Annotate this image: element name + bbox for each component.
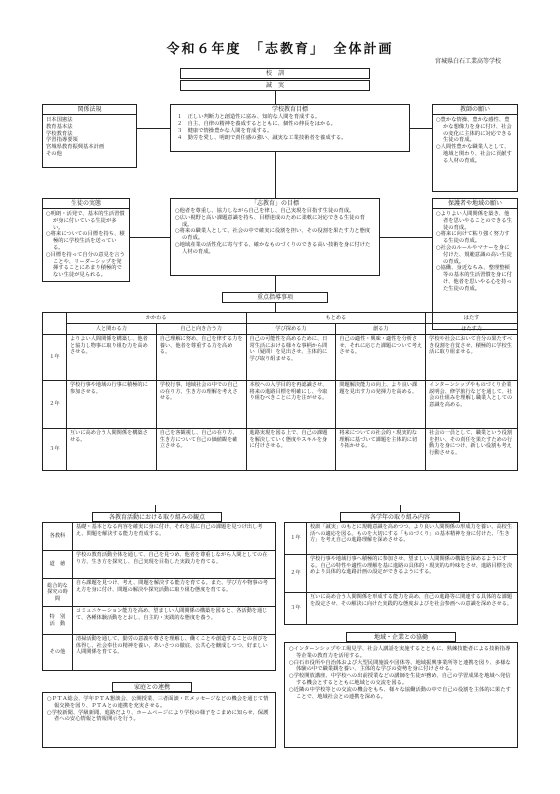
school-goal-item: ２ 自主、自律の精神を養成するとともに、個性の伸長をはかる。 <box>177 120 336 127</box>
table-row <box>43 551 276 579</box>
activity-text: 自ら課題を見つけ、考え、問題を解決する能力を育てる。また、学び方や物事の考え方を身に付け、問題の解決や探究活動に取り組む態度を育てる。 <box>72 579 275 607</box>
law-item: 教育基本法 <box>46 123 73 130</box>
priority-cell: 進路実現を図る上で、自己の課題を解決していく態度やスキルを身に付けさせる。 <box>246 429 336 471</box>
law-item: 学習指導要領 <box>46 137 78 144</box>
family-item: ○学校新聞、学級新聞、進路だより、ホームページにより学校の様子をこまめに知らせ、保護者への安心情報と情報開示を行う。 <box>47 709 269 723</box>
community-item: ○インターンシップや工場見学、社会人講話を実施するとともに、熟練技能者による技術指導等企業の教育力を活用する。 <box>289 646 511 659</box>
priority-cell: 社会の一員として、職業という役割を担い、その責任を果たすための行動力を身につけ、新しい役割も考え行動させる。 <box>426 429 518 471</box>
teacher-wish-title: 教師の願い <box>433 105 517 115</box>
grade-content-title: 各学年の取り組み内容 <box>340 512 460 522</box>
parent-wish-item: ○社会のルールやマナーを身に付けた、規範意識の高い生徒の育成。 <box>436 244 512 265</box>
kokorozashi-goals-title: 「志教育」の目標 <box>250 200 299 207</box>
activity-label: 総合的な探究の時間 <box>43 579 73 607</box>
school-goal-item: １ 正しい判断力と創造性に富み、知的な人間を育成する。 <box>177 114 321 120</box>
family-box <box>42 692 276 748</box>
priority-cell: 問題解決能力の向上、より良い課題を見出す力の発揮力を高める。 <box>336 381 426 429</box>
priority-cell: 学校や社会において自分の果たすべき役割を自覚させ、積極的に学校生活に取り組ませる。 <box>426 335 518 381</box>
priority-cell: インターンシップやものづくり企業説明会、修学旅行などを通して、社会の仕組みを理解し職業人としての意識を高める。 <box>426 381 518 429</box>
kokorozashi-goal-item: ○地域産業の活性化に寄与する、確かなものづくりのできる高い技術を身に付けた人材の育成。 <box>175 241 371 255</box>
priority-cell: 学校行事、地域社会の中での自己の在り方、生き方の理解を考えさせる。 <box>156 381 246 429</box>
student-state-item: ○目標を持って自分の意見を言うことや、リーダーシップを発揮することにあまり積極的でない生徒が見られる。 <box>46 251 125 279</box>
table-row <box>43 381 518 429</box>
grade-label: ３年 <box>43 429 67 471</box>
table-row <box>43 429 518 471</box>
priority-cell: 本校への入学目的を再認識させ、将来の進路目標を明確にし、今取り組むべきことに力を注がせる。 <box>246 381 336 429</box>
activity-label: 特 別 活 動 <box>43 607 73 635</box>
priority-title: 重点指導事項 <box>222 292 328 303</box>
table-row <box>285 555 518 593</box>
kokorozashi-goal-item: ○将来の職業人として、社会の中で確実に役割を担い、その役割を果たす力と態度の育成。 <box>175 228 371 242</box>
motto-label: 校 訓 <box>180 68 370 79</box>
grade-label: ３年 <box>285 593 307 625</box>
priority-column: 人と関わる力 <box>66 324 156 335</box>
grade-content-table <box>284 522 518 625</box>
priority-column: はたす力 <box>426 324 518 335</box>
table-row <box>43 579 276 607</box>
activity-text: コミュニケーション能力を高め、望ましい人間関係の構築を図ると、各活動を通じて、各種体験活動をとおし、自主的・実践的な態度を養う。 <box>72 607 275 635</box>
activities-table <box>42 522 276 671</box>
grade-label: １年 <box>43 335 67 381</box>
priority-cell: 自己理解に努め、自己を律する力を養い、他者を尊重する力を高める。 <box>156 335 246 381</box>
kokorozashi-goal-item: ○他者を尊重し、協力しながら自己を律し、自己実現を目指す生徒の育成。 <box>175 208 355 214</box>
family-item: ○ＰＴＡ総会、学年ＰＴＡ懇談会、公開授業、三者面談・Ｅメッセージなどの機会を通じて情報交換を図り、ＰＴＡとの連携を充実させる。 <box>47 696 269 709</box>
grade-label: ２年 <box>285 555 307 593</box>
school-goals-title: 学校教育目標 <box>271 106 308 113</box>
teacher-wish-item: ○人間性豊かな職業人として、地域と関わり、社会に貢献する人材の育成。 <box>436 144 512 164</box>
priority-group: もとめる <box>246 313 426 324</box>
parent-wish-item: ○よりよい人間関係を築き、他者を思いやることのできる生徒の育成。 <box>436 211 512 231</box>
grade-label: １年 <box>285 523 307 555</box>
priority-cell: 将来についての社会的・現実的な理解に基づいて課題を主体的に切り拓かせる。 <box>336 429 426 471</box>
priority-cell: 自己の適性・興味・適性を分析させ、それに応じた課題について考えさせる。 <box>336 335 426 381</box>
student-state-box <box>42 198 130 282</box>
laws-box <box>42 104 137 168</box>
motto-value: 誠 実 <box>180 80 370 91</box>
activity-label: 各教科 <box>43 523 73 551</box>
parent-wish-item: ○将来に向けて粘り強く努力する生徒の育成。 <box>436 231 510 245</box>
teacher-wish-item: ○豊かな情操、豊かな感性、豊かな想像力を身に付け、社会の変化に主体的に対応できる生徒の育成。 <box>436 117 512 144</box>
community-title: 地域・企業との協働 <box>346 632 456 642</box>
grade-content-text: 学校行事や地域行事へ積極的に参加させ、望ましい人間関係の構築を深めるようにする。自己の特性や適性の理解を基に進路の具体的・現実的な吟味をさせ、進路目標を決めより具体的な進路計画の設定ができるようにする。 <box>306 555 517 593</box>
grade-content-text: 互いに高め合う人間関係を形成する能力を高め、自己の進路等に関連する具体的な課題を設定させ、その解決に向けた実践的な態度およびを社会参画への意識を深めさせる。 <box>306 593 517 625</box>
grade-content-text: 校訓「誠実」のもとに規範意識を高めつつ、より良い人間関係の形成力を養い、高校生活への適応を図る。ものを大切にする「ものづくり」の基本精神を身に付けた、「生き方」を考え自己の進路理解を深めさせる。 <box>306 523 517 555</box>
priority-cell: 自己の可能性を高めるために、日常生活における様々な事柄から問い（疑問）を見出させ、主体的に学び取り組ませる。 <box>246 335 336 381</box>
student-state-item: ○将来についての目標を持ち、積極的に学校生活を送っている。 <box>46 231 125 251</box>
priority-group: かかわる <box>66 313 246 324</box>
law-item: その他 <box>46 150 62 157</box>
activity-text: 学校の教育活動全体を通して、自己を見つめ、他者を尊重しながら人間としての在り方、生き方を探究し、自己実現を目指した実践力を育てる。 <box>72 551 275 579</box>
activity-label: その他 <box>43 635 73 671</box>
kokorozashi-goals-box <box>170 198 380 276</box>
table-row <box>43 523 276 551</box>
activities-title: 各教育活動における取り組みの観点 <box>92 512 222 522</box>
community-item: ○近隣の中学校等との交流の機会をもち、様々な協働活動の中で自己の役割を主体的に果たすことで、地域社会との連携を深める。 <box>289 686 511 700</box>
parent-wish-item: ○協働、身近なちみ、整理整頓等の基本的生活習慣を身に付け、他者を思いやる心を持った生徒の育成。 <box>436 265 512 292</box>
school-name: 宮城県白石工業高等学校 <box>435 58 502 65</box>
priority-corner <box>43 313 67 335</box>
activity-text: 基礎・基本となる内容を確実に身に付け、それを基に自己の課題を見つけ出し考え、問題を解決する能力を育成する。 <box>72 523 275 551</box>
priority-column: 自己と向き合う力 <box>156 324 246 335</box>
community-item: ○白石市役所や自治体および大型民間施設や団体等、地域振興事業所等と連携を図り、多様な体験の中で職業観を養い、主体的な学びの姿勢を身に付けさせる。 <box>289 659 511 673</box>
school-goal-item: ４ 勤労を愛し、明朗で責任感の強い、誠実な工業技術者を養成する。 <box>177 134 347 141</box>
community-box <box>284 642 518 748</box>
priority-column: 学び探める力 <box>246 324 336 335</box>
student-state-title: 生徒の実態 <box>43 199 129 209</box>
law-item: 宮城県教育振興基本計画 <box>46 144 105 151</box>
priority-group: はたす <box>426 313 518 324</box>
parent-wish-title: 保護者や地域の願い <box>433 199 517 209</box>
table-row <box>285 593 518 625</box>
activity-text: 清掃活動を通して、勤労の意義や尊さを理解し、働くことや創造することの喜びを体得し、社会奉仕の精神を養い、あいさつの徹底、公共心を醸成しつつ、好ましい人間関係を育てる。 <box>72 635 275 671</box>
school-goals-box <box>170 104 410 152</box>
teacher-wish-box <box>432 104 518 192</box>
priority-cell: 学校行事や地域の行事に積極的に参加させる。 <box>66 381 156 429</box>
parent-wish-box <box>432 198 518 330</box>
school-goal-item: ３ 健康で情操豊かな人間を育成する。 <box>177 127 273 134</box>
student-state-item: ○明朗・活発で、基本的生活習慣が身に付いている生徒が多い。 <box>46 211 125 231</box>
grade-label: ２年 <box>43 381 67 429</box>
priority-column: 創る力 <box>336 324 426 335</box>
community-item: ○学校開放講座、中学校への出前授業などの講師を生徒が務め、自己の学習成果を地域へ発信する機会とするとともに地域との交流を図る。 <box>289 673 511 686</box>
law-item: 日本国憲法 <box>46 117 73 123</box>
law-item: 学校教育法 <box>46 130 73 137</box>
priority-cell: よりよい人間関係を構築し、他者と協力し物事に取り組む力を高めさせる。 <box>66 335 156 381</box>
priority-table <box>42 312 518 471</box>
activity-label: 道 徳 <box>43 551 73 579</box>
table-row <box>43 335 518 381</box>
kokorozashi-goal-item: ○広い視野と高い課題意識を持ち、目標達成のために柔軟に対応できる生徒の育成。 <box>175 214 366 228</box>
priority-cell: 互いに高め合う人間関係を構築させる。 <box>66 429 156 471</box>
table-row <box>285 523 518 555</box>
table-row <box>43 635 276 671</box>
table-row <box>43 607 276 635</box>
family-title: 家庭との連携 <box>112 682 192 692</box>
page-title: 令和６年度 「志教育」 全体計画 <box>166 42 394 57</box>
laws-title: 関係法規 <box>43 105 136 115</box>
priority-cell: 自己を客観視し、自己の在り方、生き方について自己の価値観を確立させる。 <box>156 429 246 471</box>
